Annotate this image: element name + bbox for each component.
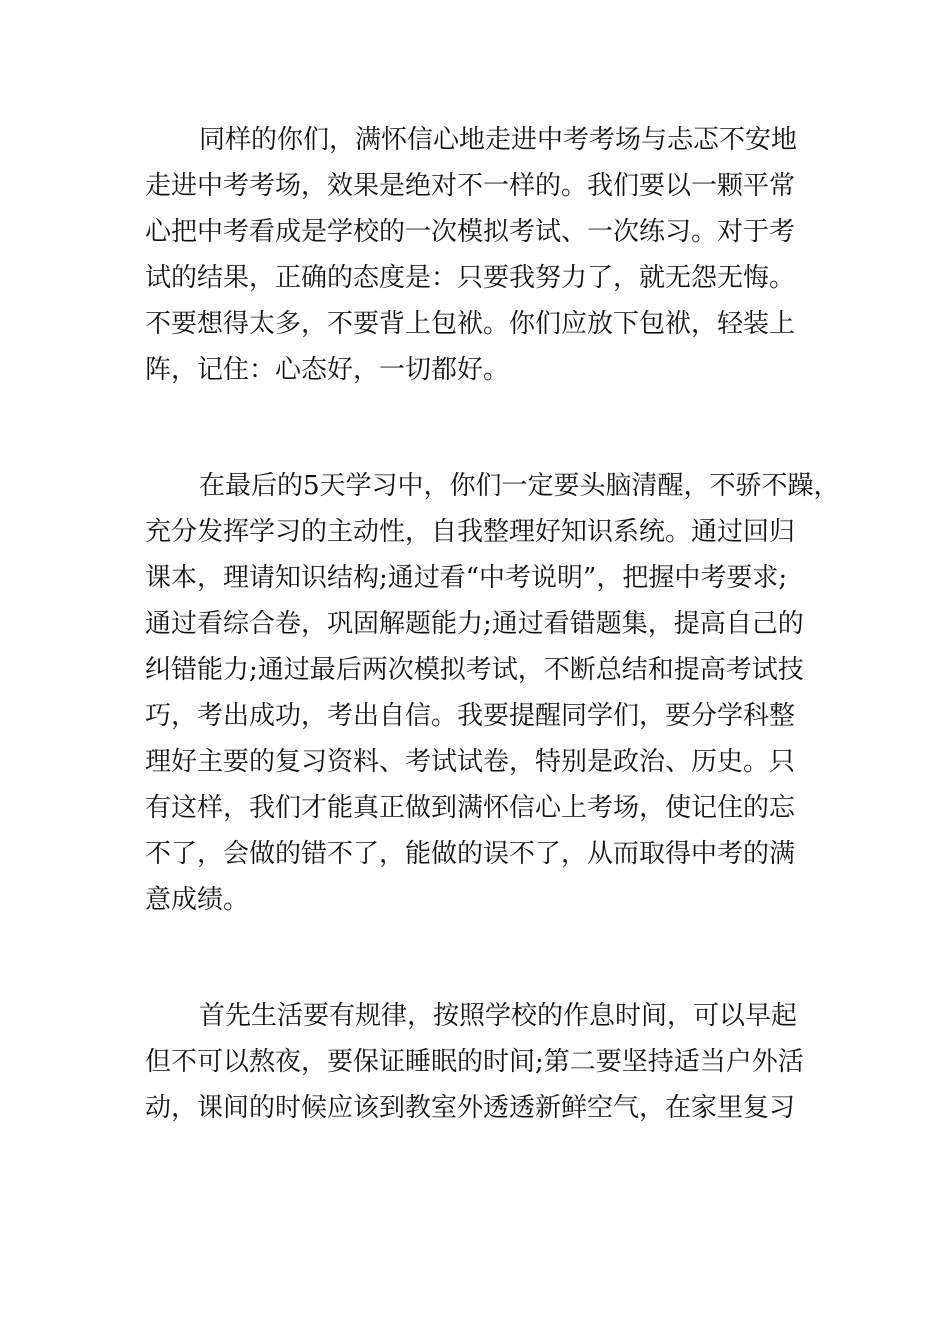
paragraph-1-line-5: 不要想得太多，不要背上包袱。你们应放下包袱，轻装上 [145, 309, 796, 339]
paragraph-2-line-4: 通过看综合卷，巩固解题能力;通过看错题集，提高自己的 [145, 609, 804, 639]
paragraph-2-line-5: 纠错能力;通过最后两次模拟考试，不断总结和提高考试技 [145, 655, 804, 685]
paragraph-1-line-2: 走进中考考场，效果是绝对不一样的。我们要以一颗平常 [145, 171, 796, 201]
paragraph-3-line-3: 动，课间的时候应该到教室外透透新鲜空气，在家里复习 [145, 1093, 796, 1123]
paragraph-2-line-3: 课本，理请知识结构;通过看“中考说明”，把握中考要求; [145, 563, 788, 593]
paragraph-2-line-6: 巧，考出成功，考出自信。我要提醒同学们，要分学科整 [145, 701, 796, 731]
paragraph-2-line-9: 不了，会做的错不了，能做的误不了，从而取得中考的满 [145, 839, 796, 869]
paragraph-1-line-6: 阵，记住：心态好，一切都好。 [145, 355, 510, 385]
paragraph-1-line-1: 同样的你们，满怀信心地走进中考考场与忐忑不安地 [199, 125, 798, 155]
paragraph-1-line-4: 试的结果，正确的态度是：只要我努力了，就无怨无悔。 [145, 263, 796, 293]
paragraph-2-line-7: 理好主要的复习资料、考试试卷，特别是政治、历史。只 [145, 747, 796, 777]
paragraph-2-line-1: 在最后的5天学习中，你们一定要头脑清醒，不骄不躁， [199, 471, 840, 501]
paragraph-2-line-10: 意成绩。 [145, 885, 250, 915]
paragraph-2-line-8: 有这样，我们才能真正做到满怀信心上考场，使记住的忘 [145, 793, 796, 823]
paragraph-1-line-3: 心把中考看成是学校的一次模拟考试、一次练习。对于考 [145, 217, 796, 247]
paragraph-3-line-2: 但不可以熬夜，要保证睡眠的时间;第二要坚持适当户外活 [145, 1047, 804, 1077]
paragraph-2-line-2: 充分发挥学习的主动性，自我整理好知识系统。通过回归 [145, 517, 796, 547]
paragraph-3-line-1: 首先生活要有规律，按照学校的作息时间，可以早起 [199, 1001, 798, 1031]
